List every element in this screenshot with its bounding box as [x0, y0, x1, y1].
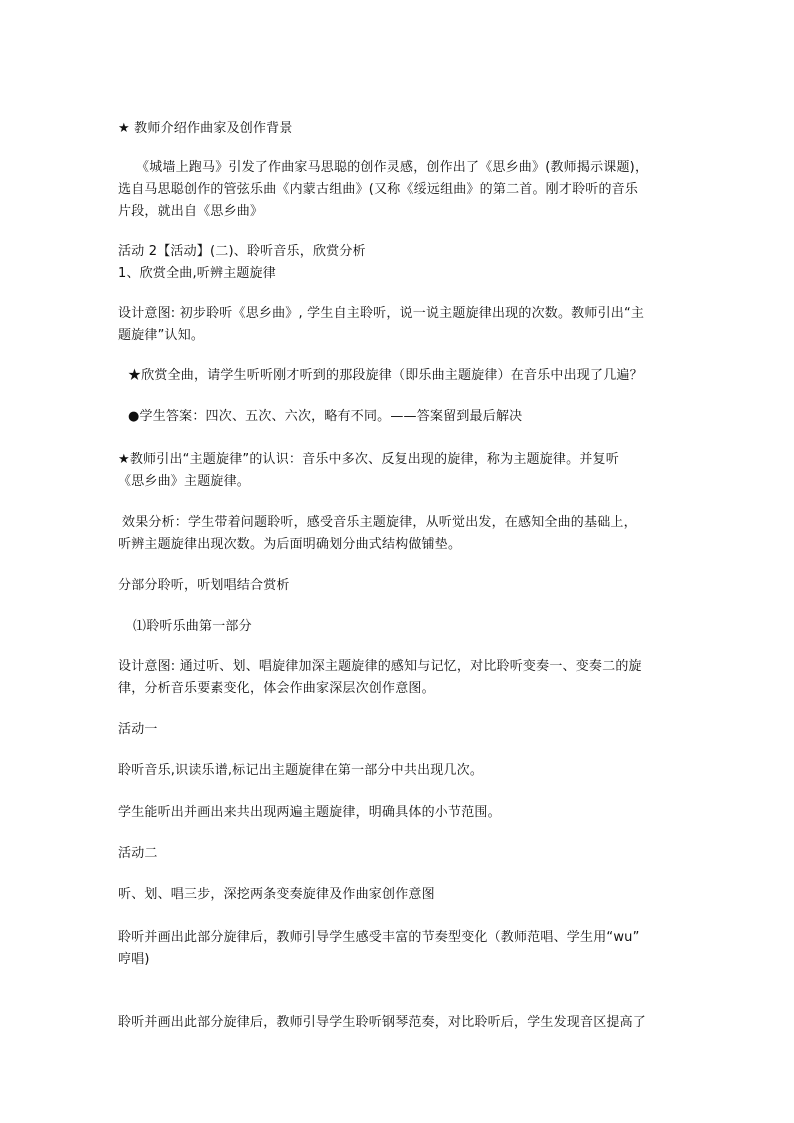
paragraph-b-line-1: 聆听并画出此部分旋律后，教师引导学生聆听钢琴范奏，对比聆听后，学生发现音区提高了 — [118, 1015, 647, 1030]
design-intent-1-line-1: 设计意图: 初步聆听《思乡曲》, 学生自主聆听，说一说主题旋律出现的次数。教师引出“主 — [118, 306, 645, 321]
part-1-heading: ⑴聆听乐曲第一部分 — [133, 619, 252, 634]
teacher-intro-line-2: 《思乡曲》主题旋律。 — [118, 474, 251, 489]
intro-paragraph-line-3: 片段，就出自《思乡曲》 — [118, 204, 264, 219]
design-intent-2-line-1: 设计意图: 通过听、划、唱旋律加深主题旋律的感知与记忆，对比聆听变奏一、变奏二的旋 — [118, 659, 642, 674]
activity-2-subheading: 1、欣赏全曲,听辨主题旋律 — [118, 266, 277, 281]
activity-one-result: 学生能听出并画出来共出现两遍主题旋律，明确具体的小节范围。 — [118, 805, 501, 820]
design-intent-2-line-2: 律，分析音乐要素变化，体会作曲家深层次创作意图。 — [118, 681, 435, 696]
paragraph-a-line-2: 哼唱) — [118, 952, 150, 967]
activity-two-text: 听、划、唱三步，深挖两条变奏旋律及作曲家创作意图 — [118, 887, 435, 902]
activity-one-text: 聆听音乐,识读乐谱,标记出主题旋律在第一部分中共出现几次。 — [118, 763, 484, 778]
intro-paragraph-line-1: 《城墙上跑马》引发了作曲家马思聪的创作灵感，创作出了《思乡曲》(教师揭示课题)， — [136, 160, 649, 175]
question-line: ★欣赏全曲，请学生听听刚才听到的那段旋律（即乐曲主题旋律）在音乐中出现了几遍？ — [128, 368, 643, 383]
effect-analysis-line-2: 听辨主题旋律出现次数。为后面明确划分曲式结构做铺垫。 — [118, 537, 462, 552]
teacher-intro-line-1: ★教师引出“主题旋律”的认识：音乐中多次、反复出现的旋律，称为主题旋律。并复听 — [118, 452, 619, 467]
paragraph-a-line-1: 聆听并画出此部分旋律后，教师引导学生感受丰富的节奏型变化（教师范唱、学生用“wu” — [118, 930, 640, 945]
activity-two-label: 活动二 — [118, 846, 158, 861]
section-heading: 分部分聆听，听划唱结合赏析 — [118, 578, 290, 593]
student-answer: ●学生答案：四次、五次、六次，略有不同。——答案留到最后解决 — [128, 409, 523, 424]
effect-analysis-line-1: 效果分析：学生带着问题聆听，感受音乐主题旋律，从听觉出发，在感知全曲的基础上， — [122, 515, 637, 530]
intro-heading: ★ 教师介绍作曲家及创作背景 — [118, 121, 293, 136]
activity-2-heading: 活动 2【活动】(二)、聆听音乐，欣赏分析 — [118, 244, 366, 259]
design-intent-1-line-2: 题旋律”认知。 — [118, 328, 205, 343]
intro-paragraph-line-2: 选自马思聪创作的管弦乐曲《内蒙古组曲》(又称《绥远组曲》的第二首。刚才聆听的音乐 — [118, 182, 639, 197]
activity-one-label: 活动一 — [118, 722, 158, 737]
